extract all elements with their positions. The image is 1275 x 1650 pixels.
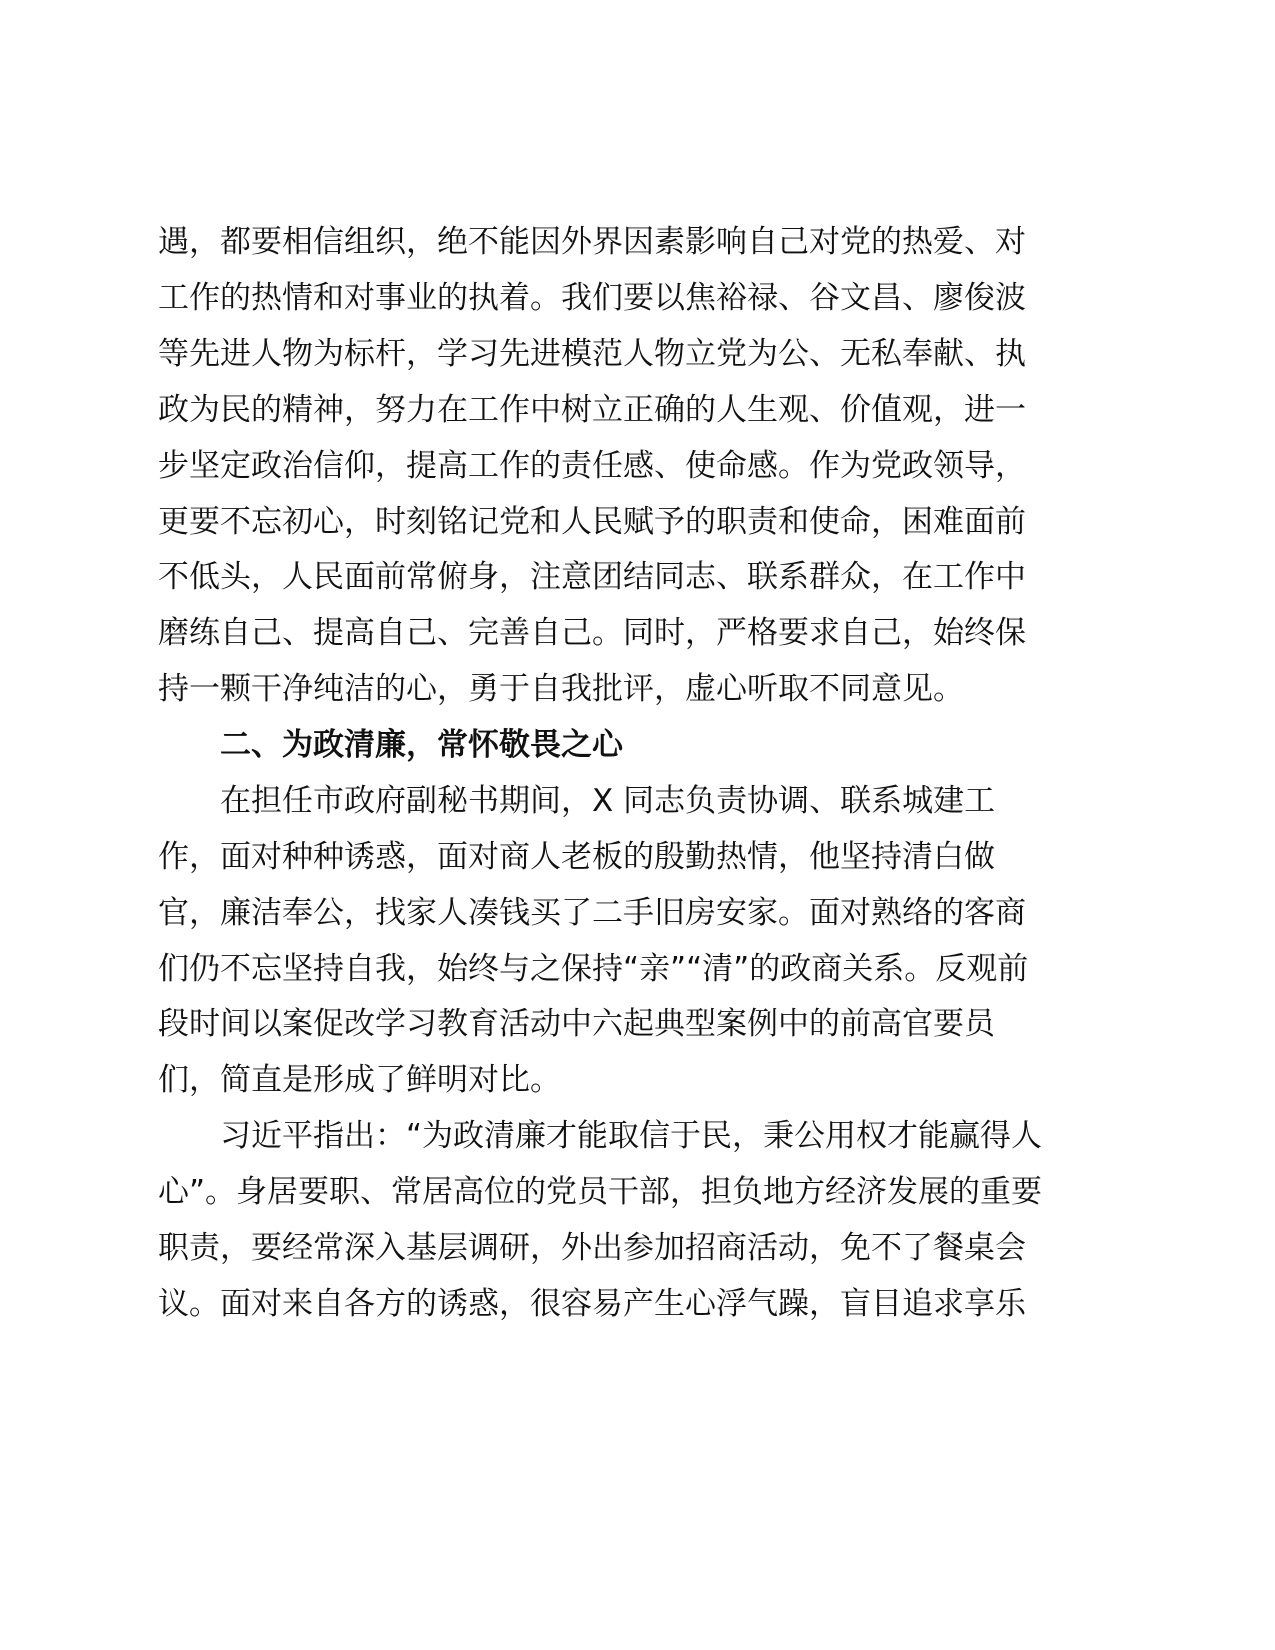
paragraph-line: 在担任市政府副秘书期间，X 同志负责协调、联系城建工 bbox=[220, 783, 996, 819]
paragraph-line: 议。面对来自各方的诱惑，很容易产生心浮气躁，盲目追求享乐 bbox=[158, 1286, 1026, 1322]
paragraph-line: 们，简直是形成了鲜明对比。 bbox=[158, 1062, 561, 1098]
paragraph-line: 持一颗干净纯洁的心，勇于自我批评，虚心听取不同意见。 bbox=[158, 671, 964, 707]
paragraph-line: 心”。身居要职、常居高位的党员干部，担负地方经济发展的重要 bbox=[158, 1174, 1043, 1210]
paragraph-line: 职责，要经常深入基层调研，外出参加招商活动，免不了餐桌会 bbox=[158, 1230, 1026, 1266]
paragraph-line: 更要不忘初心，时刻铭记党和人民赋予的职责和使命，困难面前 bbox=[158, 504, 1026, 540]
paragraph-line: 官，廉洁奉公，找家人凑钱买了二手旧房安家。面对熟络的客商 bbox=[158, 895, 1026, 931]
paragraph-line: 政为民的精神，努力在工作中树立正确的人生观、价值观，进一 bbox=[158, 392, 1026, 428]
paragraph-line: 作，面对种种诱惑，面对商人老板的殷勤热情，他坚持清白做 bbox=[158, 839, 995, 875]
paragraph-line: 们仍不忘坚持自我，始终与之保持“亲”“清”的政商关系。反观前 bbox=[158, 951, 1029, 987]
paragraph-line: 遇，都要相信组织，绝不能因外界因素影响自己对党的热爱、对 bbox=[158, 224, 1026, 260]
paragraph-line: 步坚定政治信仰，提高工作的责任感、使命感。作为党政领导， bbox=[158, 448, 1026, 484]
paragraph-line: 习近平指出：“为政清廉才能取信于民，秉公用权才能赢得人 bbox=[220, 1118, 1043, 1154]
paragraph-line: 磨练自己、提高自己、完善自己。同时，严格要求自己，始终保 bbox=[158, 615, 1026, 651]
paragraph-line: 工作的热情和对事业的执着。我们要以焦裕禄、谷文昌、廖俊波 bbox=[158, 280, 1026, 316]
section-heading: 二、为政清廉，常怀敬畏之心 bbox=[220, 727, 623, 763]
paragraph-line: 段时间以案促改学习教育活动中六起典型案例中的前高官要员 bbox=[158, 1006, 995, 1042]
paragraph-line: 等先进人物为标杆，学习先进模范人物立党为公、无私奉献、执 bbox=[158, 336, 1026, 372]
paragraph-line: 不低头，人民面前常俯身，注意团结同志、联系群众，在工作中 bbox=[158, 559, 1026, 595]
